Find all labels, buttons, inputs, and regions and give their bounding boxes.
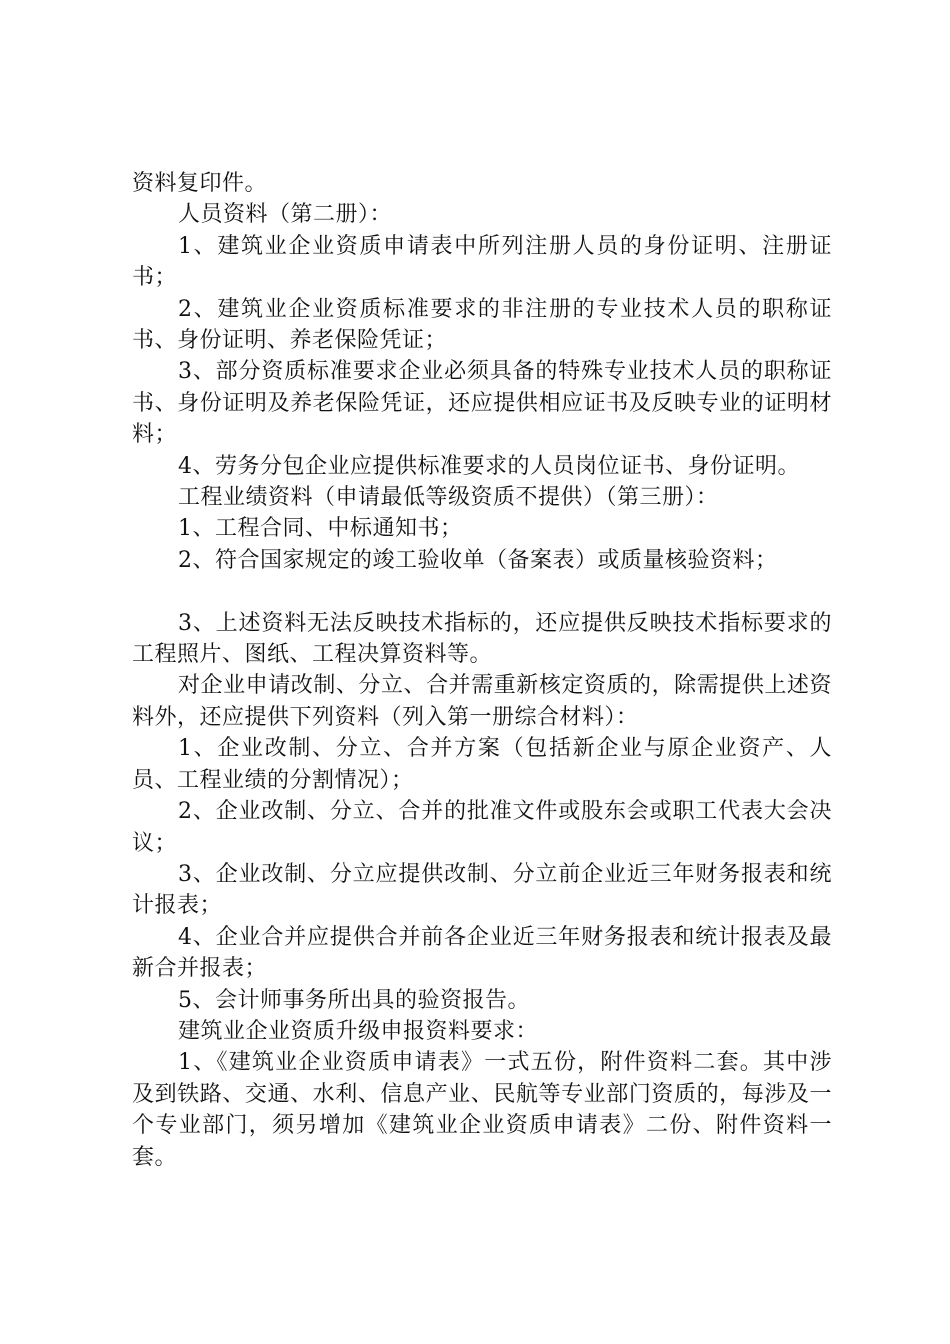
paragraph-3: 1、建筑业企业资质申请表中所列注册人员的身份证明、注册证书； (132, 233, 832, 291)
paragraph-16: 5、会计师事务所出具的验资报告。 (178, 987, 530, 1013)
paragraph-7-heading: 工程业绩资料（申请最低等级资质不提供）（第三册）： (178, 485, 719, 511)
paragraph-5: 3、部分资质标准要求企业必须具备的特殊专业技术人员的职称证书、身份证明及养老保险凭证，还应提供相应证书及反映专业的证明材料； (132, 359, 832, 448)
paragraph-18: 1、《建筑业企业资质申请表》一式五份，附件资料二套。其中涉及到铁路、交通、水利、信息产业、民航等专业部门资质的，每涉及一个专业部门，须另增加《建筑业企业资质申请表》二份、附件资料一套。 (132, 1050, 832, 1170)
document-body (132, 168, 832, 1173)
paragraph-10: 3、上述资料无法反映技术指标的，还应提供反映技术指标要求的工程照片、图纸、工程决算资料等。 (132, 610, 832, 668)
paragraph-6: 4、劳务分包企业应提供标准要求的人员岗位证书、身份证明。 (178, 453, 800, 479)
paragraph-9: 2、符合国家规定的竣工验收单（备案表）或质量核验资料； (178, 547, 778, 573)
paragraph-17-heading: 建筑业企业资质升级申报资料要求： (178, 1018, 539, 1044)
paragraph-12: 1、企业改制、分立、合并方案（包括新企业与原企业资产、人员、工程业绩的分割情况）； (132, 736, 832, 793)
paragraph-1: 资料复印件。 (132, 171, 268, 196)
paragraph-15: 4、企业合并应提供合并前各企业近三年财务报表和统计报表及最新合并报表； (132, 924, 832, 982)
paragraph-13: 2、企业改制、分立、合并的批准文件或股东会或职工代表大会决议； (132, 799, 832, 856)
paragraph-8: 1、工程合同、中标通知书； (178, 516, 463, 542)
paragraph-4: 2、建筑业企业资质标准要求的非注册的专业技术人员的职称证书、身份证明、养老保险凭证； (132, 296, 832, 354)
paragraph-11: 对企业申请改制、分立、合并需重新核定资质的，除需提供上述资料外，还应提供下列资料（列入第一册综合材料）： (132, 673, 832, 730)
paragraph-14: 3、企业改制、分立应提供改制、分立前企业近三年财务报表和统计报表； (132, 861, 832, 919)
paragraph-2-heading: 人员资料（第二册）： (178, 202, 393, 228)
